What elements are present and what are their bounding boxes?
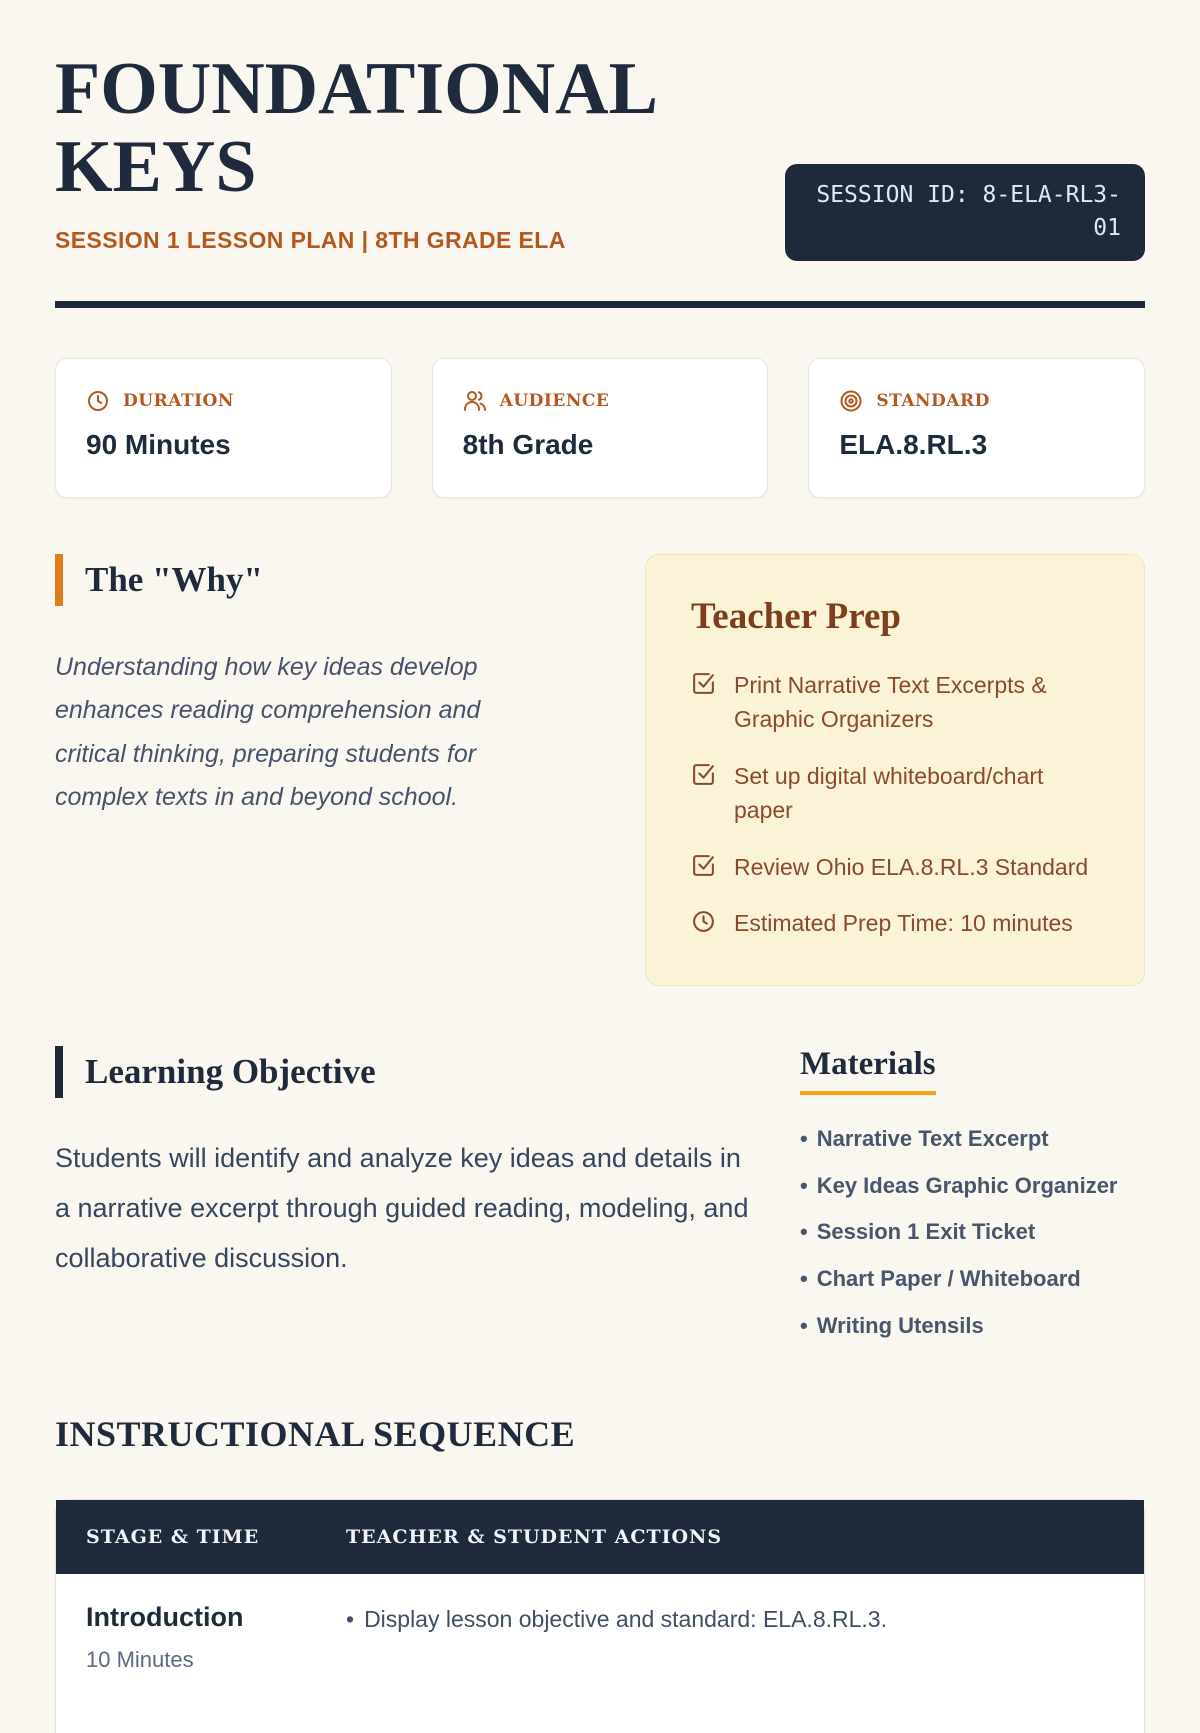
bullet-icon: • bbox=[346, 1606, 355, 1633]
prep-item bbox=[691, 668, 1099, 737]
audience-value: 8th Grade bbox=[462, 428, 594, 460]
prep-item-text: Set up digital whiteboard/chart paper bbox=[734, 762, 1044, 824]
prep-item bbox=[691, 850, 1099, 885]
prep-item-text: Estimated Prep Time: 10 minutes bbox=[734, 910, 1073, 937]
instructional-sequence-heading: INSTRUCTIONAL SEQUENCE bbox=[55, 1414, 576, 1455]
actions-cell bbox=[346, 1602, 1114, 1673]
column-header-stage-time: STAGE & TIME bbox=[86, 1526, 260, 1549]
bullet-icon: • bbox=[800, 1266, 808, 1292]
users-icon bbox=[463, 389, 487, 413]
prep-item-text: Print Narrative Text Excerpts & Graphic Organizers bbox=[734, 671, 1047, 733]
why-heading: The "Why" bbox=[85, 559, 263, 599]
clock-icon bbox=[691, 909, 716, 934]
page-title bbox=[55, 50, 658, 207]
learning-objective-body: Students will identify and analyze key ideas and details in a narrative excerpt through guided reading, modeling, and collaborative discussion. bbox=[55, 1142, 749, 1273]
bullet-icon: • bbox=[800, 1313, 808, 1339]
column-header-actions: TEACHER & STUDENT ACTIONS bbox=[346, 1526, 723, 1549]
materials-section bbox=[800, 1046, 1145, 1357]
why-and-prep-row bbox=[55, 554, 1145, 986]
target-icon bbox=[839, 389, 863, 413]
duration-value: 90 Minutes bbox=[86, 428, 231, 460]
page-title-line2: KEYS bbox=[55, 126, 257, 209]
why-section bbox=[55, 554, 555, 986]
materials-item-text: Writing Utensils bbox=[816, 1313, 984, 1339]
checkbox-icon bbox=[691, 762, 716, 787]
materials-item-text: Key Ideas Graphic Organizer bbox=[816, 1172, 1118, 1198]
bullet-icon: • bbox=[800, 1125, 808, 1151]
info-cards bbox=[55, 358, 1145, 498]
page-title-line1: FOUNDATIONAL bbox=[55, 48, 658, 130]
audience-card bbox=[432, 358, 769, 498]
materials-item bbox=[800, 1310, 1145, 1342]
duration-label: DURATION bbox=[123, 390, 234, 411]
materials-item bbox=[800, 1216, 1145, 1248]
why-accent-bar bbox=[55, 554, 63, 606]
action-item bbox=[346, 1602, 1114, 1637]
teacher-prep-heading: Teacher Prep bbox=[691, 595, 901, 637]
checkbox-icon bbox=[691, 671, 716, 696]
materials-item-text: Chart Paper / Whiteboard bbox=[816, 1266, 1081, 1292]
teacher-prep-list bbox=[691, 668, 1099, 941]
prep-item bbox=[691, 759, 1099, 828]
table-header-row bbox=[56, 1500, 1144, 1574]
page-subtitle: SESSION 1 LESSON PLAN | 8TH GRADE ELA bbox=[55, 226, 566, 253]
header bbox=[55, 50, 1145, 261]
materials-item-text: Narrative Text Excerpt bbox=[816, 1125, 1049, 1151]
checkbox-icon bbox=[691, 853, 716, 878]
session-id-badge: SESSION ID: 8-ELA-RL3-01 bbox=[785, 164, 1145, 261]
materials-list bbox=[800, 1123, 1145, 1342]
clock-icon bbox=[86, 389, 110, 413]
teacher-prep-section bbox=[645, 554, 1145, 986]
teacher-prep-box bbox=[645, 554, 1145, 986]
standard-card bbox=[808, 358, 1145, 498]
standard-label: STANDARD bbox=[876, 390, 990, 411]
materials-item bbox=[800, 1123, 1145, 1155]
materials-heading: Materials bbox=[800, 1046, 936, 1095]
stage-cell bbox=[86, 1602, 346, 1673]
learning-objective-heading: Learning Objective bbox=[85, 1051, 376, 1091]
action-item-text: Display lesson objective and standard: ELA.8.RL.3. bbox=[364, 1606, 887, 1633]
learning-objective-section bbox=[55, 1046, 755, 1357]
bullet-icon: • bbox=[800, 1219, 808, 1245]
duration-card bbox=[55, 358, 392, 498]
materials-item-text: Session 1 Exit Ticket bbox=[816, 1219, 1036, 1245]
objective-and-materials-row bbox=[55, 1046, 1145, 1357]
materials-item bbox=[800, 1263, 1145, 1295]
prep-item-text: Review Ohio ELA.8.RL.3 Standard bbox=[734, 853, 1089, 880]
instructional-sequence-table bbox=[55, 1499, 1145, 1733]
objective-accent-bar bbox=[55, 1046, 63, 1098]
materials-item bbox=[800, 1170, 1145, 1202]
bullet-icon: • bbox=[800, 1172, 808, 1198]
stage-name: Introduction bbox=[86, 1602, 244, 1633]
audience-label: AUDIENCE bbox=[499, 390, 610, 411]
header-divider bbox=[55, 301, 1145, 308]
why-body: Understanding how key ideas develop enhances reading comprehension and critical thinking, preparing students for complex texts in and beyond school. bbox=[55, 652, 481, 812]
prep-item bbox=[691, 906, 1099, 941]
title-block bbox=[55, 50, 658, 254]
standard-value: ELA.8.RL.3 bbox=[839, 428, 988, 460]
stage-time: 10 Minutes bbox=[86, 1647, 194, 1673]
table-row bbox=[56, 1574, 1144, 1733]
